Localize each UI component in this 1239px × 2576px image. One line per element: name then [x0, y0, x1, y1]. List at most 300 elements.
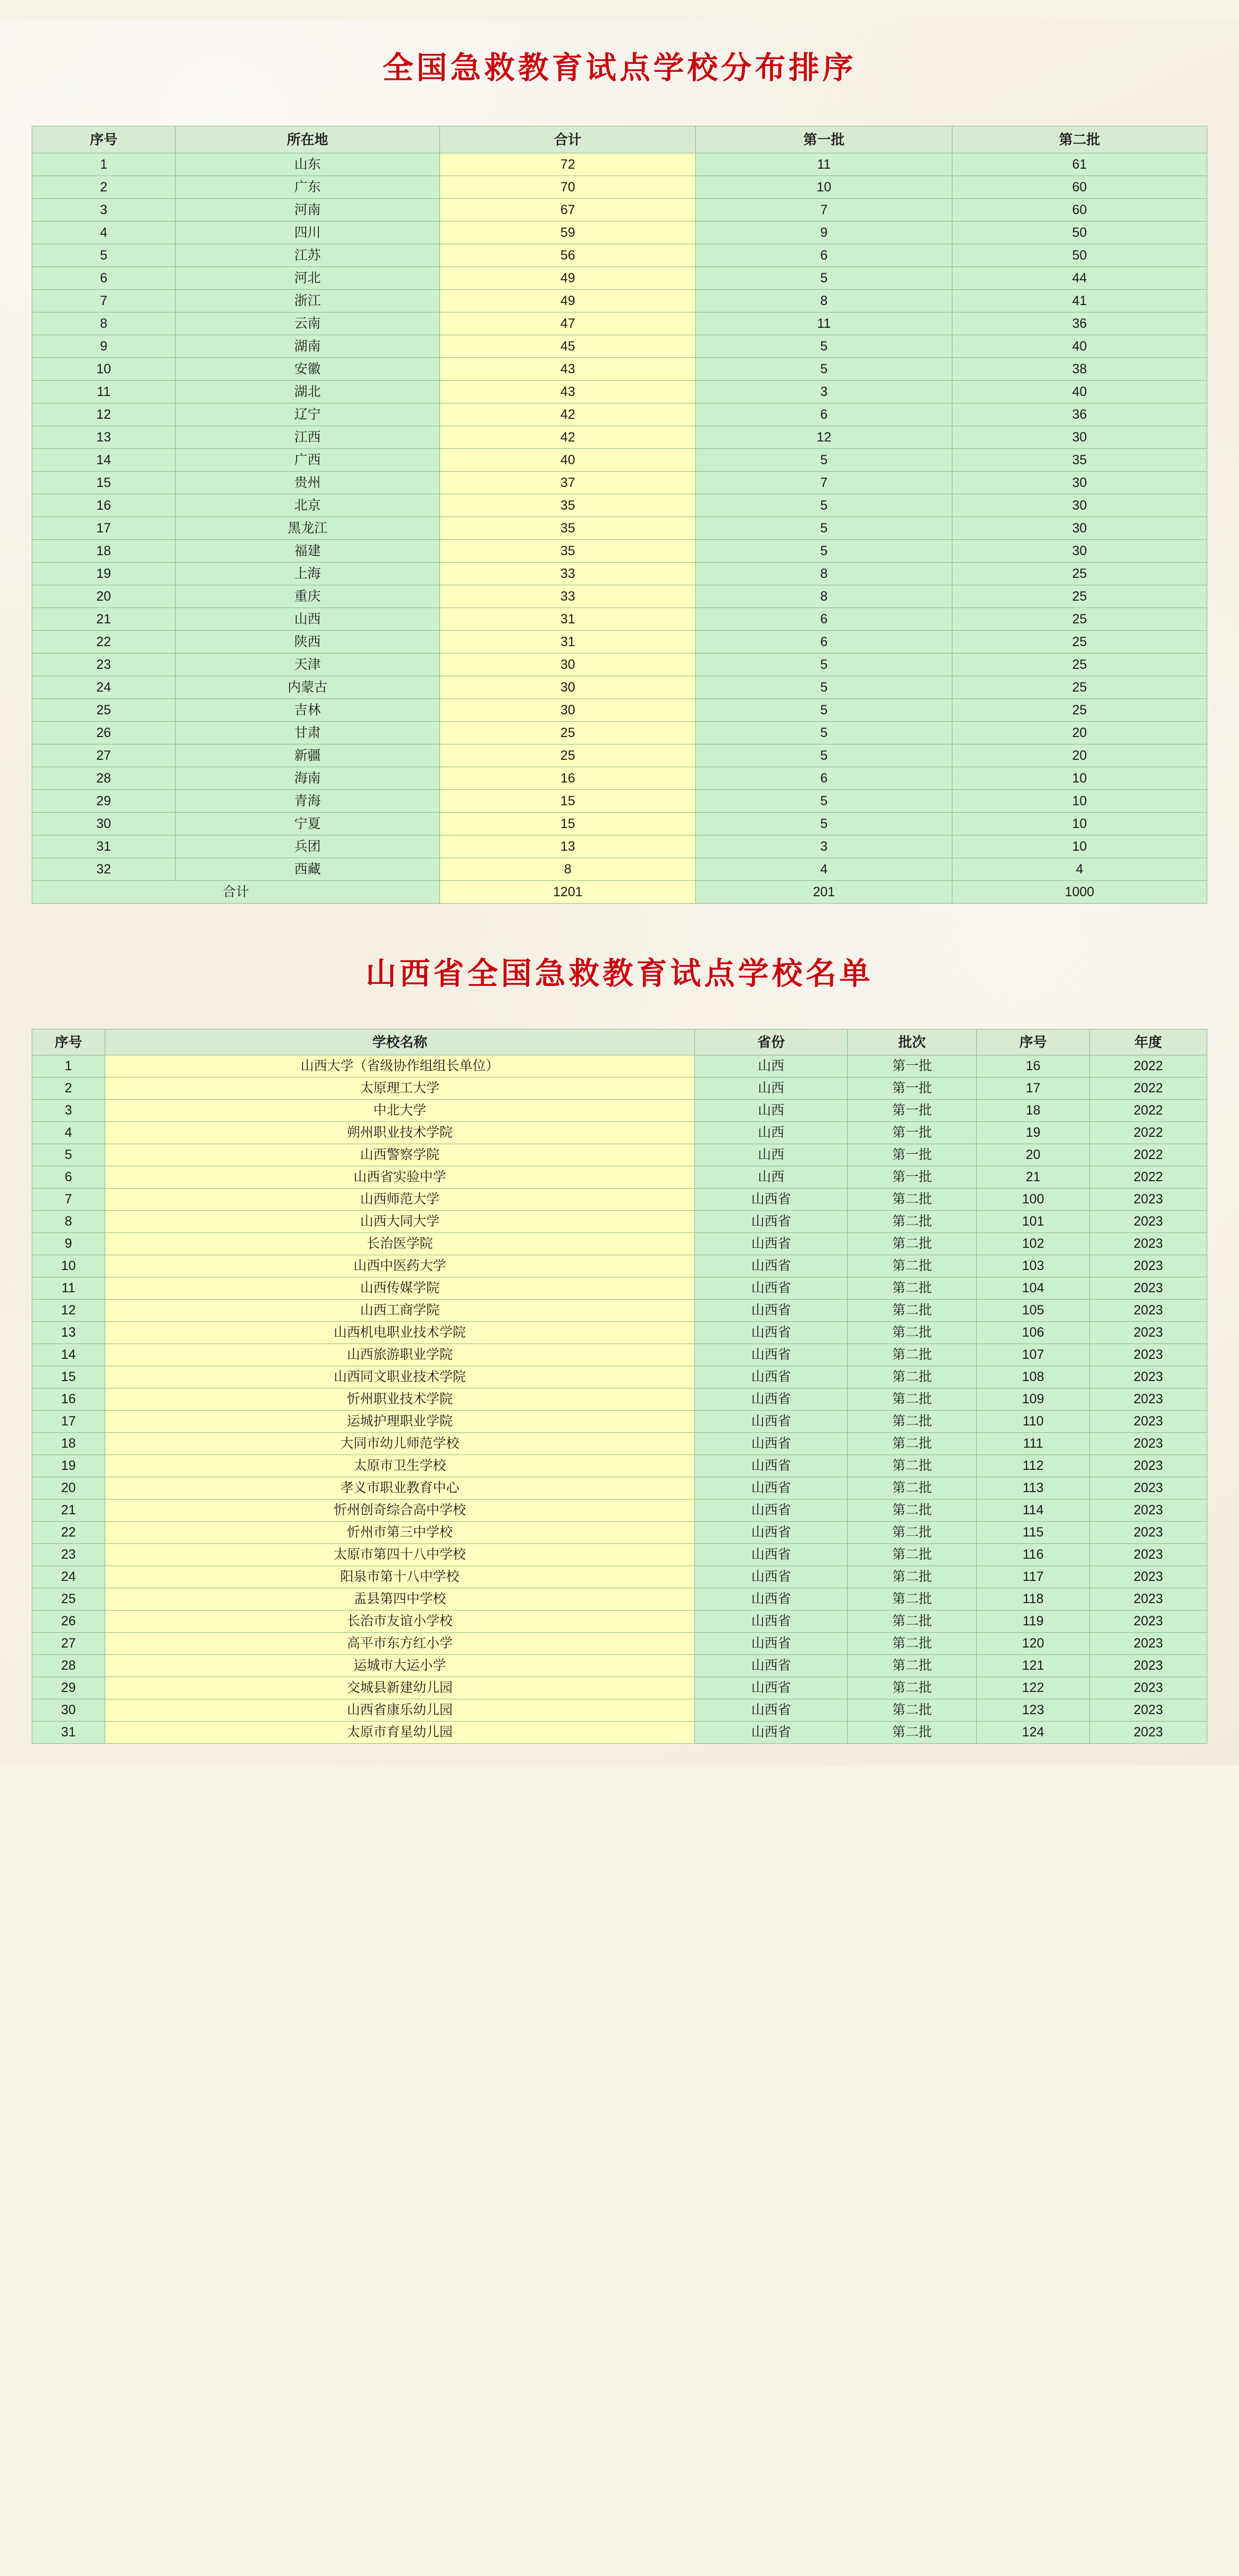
cell-region: 湖北 — [176, 380, 440, 403]
cell-batch: 第二批 — [848, 1655, 977, 1677]
cell-total: 35 — [440, 494, 696, 517]
cell-index: 14 — [32, 1344, 105, 1366]
cell-index: 27 — [32, 1633, 105, 1655]
cell-index: 14 — [32, 448, 176, 471]
cell-year: 2023 — [1089, 1677, 1207, 1699]
table-row — [32, 1211, 1207, 1233]
cell-province: 山西 — [695, 1122, 848, 1144]
cell-school-name: 山西大学（省级协作组组长单位） — [105, 1055, 694, 1078]
cell-index: 29 — [32, 1677, 105, 1699]
cell-seq: 113 — [977, 1477, 1089, 1499]
cell-seq: 19 — [977, 1122, 1089, 1144]
cell-batch1: 3 — [696, 835, 952, 858]
cell-batch1: 5 — [696, 744, 952, 767]
cell-province: 山西 — [695, 1055, 848, 1078]
cell-school-name: 山西省实验中学 — [105, 1166, 694, 1189]
cell-batch1: 5 — [696, 653, 952, 676]
cell-index: 3 — [32, 198, 176, 221]
cell-batch2: 10 — [952, 835, 1207, 858]
cell-province: 山西省 — [695, 1522, 848, 1544]
table-header-row — [32, 126, 1207, 153]
cell-year: 2023 — [1089, 1366, 1207, 1388]
table-row — [32, 585, 1207, 608]
cell-total: 33 — [440, 585, 696, 608]
cell-index: 30 — [32, 812, 176, 835]
table-row — [32, 1655, 1207, 1677]
table-row — [32, 1455, 1207, 1477]
cell-index: 16 — [32, 1388, 105, 1411]
cell-seq: 101 — [977, 1211, 1089, 1233]
cell-seq: 112 — [977, 1455, 1089, 1477]
cell-batch2: 30 — [952, 494, 1207, 517]
cell-total: 25 — [440, 721, 696, 744]
cell-year: 2023 — [1089, 1255, 1207, 1277]
cell-batch: 第二批 — [848, 1189, 977, 1211]
total-all: 1201 — [440, 880, 696, 903]
cell-batch1: 5 — [696, 676, 952, 698]
cell-index: 15 — [32, 471, 176, 494]
cell-total: 72 — [440, 153, 696, 176]
cell-total: 33 — [440, 562, 696, 585]
table-row — [32, 835, 1207, 858]
cell-index: 2 — [32, 176, 176, 198]
cell-seq: 106 — [977, 1322, 1089, 1344]
table-row — [32, 1544, 1207, 1566]
table-row — [32, 1588, 1207, 1611]
table-row — [32, 721, 1207, 744]
cell-school-name: 太原市卫生学校 — [105, 1455, 694, 1477]
cell-batch1: 6 — [696, 608, 952, 630]
cell-batch: 第二批 — [848, 1366, 977, 1388]
cell-index: 23 — [32, 1544, 105, 1566]
cell-school-name: 阳泉市第十八中学校 — [105, 1566, 694, 1588]
cell-index: 4 — [32, 1122, 105, 1144]
cell-school-name: 山西机电职业技术学院 — [105, 1322, 694, 1344]
cell-batch: 第二批 — [848, 1455, 977, 1477]
table-row — [32, 630, 1207, 653]
cell-batch1: 5 — [696, 266, 952, 289]
distribution-table — [32, 126, 1207, 904]
cell-batch: 第二批 — [848, 1699, 977, 1722]
cell-batch: 第二批 — [848, 1722, 977, 1744]
cell-year: 2023 — [1089, 1388, 1207, 1411]
cell-region: 山西 — [176, 608, 440, 630]
cell-year: 2023 — [1089, 1633, 1207, 1655]
cell-batch1: 11 — [696, 312, 952, 335]
cell-batch1: 8 — [696, 562, 952, 585]
table-row — [32, 539, 1207, 562]
cell-index: 10 — [32, 1255, 105, 1277]
cell-batch2: 40 — [952, 335, 1207, 357]
cell-batch: 第二批 — [848, 1611, 977, 1633]
cell-index: 3 — [32, 1100, 105, 1122]
cell-province: 山西省 — [695, 1388, 848, 1411]
cell-province: 山西省 — [695, 1699, 848, 1722]
cell-batch: 第一批 — [848, 1078, 977, 1100]
cell-batch2: 10 — [952, 812, 1207, 835]
cell-batch2: 36 — [952, 403, 1207, 426]
cell-school-name: 运城护理职业学院 — [105, 1411, 694, 1433]
table-row — [32, 1255, 1207, 1277]
cell-batch2: 35 — [952, 448, 1207, 471]
cell-index: 1 — [32, 1055, 105, 1078]
table-row — [32, 562, 1207, 585]
table-row — [32, 1499, 1207, 1522]
cell-index: 20 — [32, 585, 176, 608]
cell-batch2: 36 — [952, 312, 1207, 335]
table-row — [32, 1055, 1207, 1078]
cell-school-name: 太原市育星幼儿园 — [105, 1722, 694, 1744]
cell-province: 山西 — [695, 1100, 848, 1122]
cell-year: 2023 — [1089, 1544, 1207, 1566]
cell-index: 12 — [32, 1300, 105, 1322]
page-title-shanxi-list: 山西省全国急救教育试点学校名单 — [365, 955, 874, 991]
cell-region: 四川 — [176, 221, 440, 244]
cell-index: 17 — [32, 1411, 105, 1433]
table-row — [32, 653, 1207, 676]
shanxi-school-table — [32, 1029, 1207, 1744]
cell-seq: 17 — [977, 1078, 1089, 1100]
cell-total: 40 — [440, 448, 696, 471]
cell-province: 山西省 — [695, 1433, 848, 1455]
cell-total: 70 — [440, 176, 696, 198]
cell-school-name: 山西传媒学院 — [105, 1277, 694, 1300]
cell-batch2: 25 — [952, 698, 1207, 721]
cell-index: 18 — [32, 1433, 105, 1455]
cell-index: 32 — [32, 858, 176, 880]
cell-batch1: 5 — [696, 721, 952, 744]
cell-batch2: 30 — [952, 517, 1207, 539]
cell-school-name: 运城市大运小学 — [105, 1655, 694, 1677]
cell-total: 43 — [440, 357, 696, 380]
cell-year: 2022 — [1089, 1166, 1207, 1189]
cell-batch1: 6 — [696, 244, 952, 266]
cell-index: 25 — [32, 698, 176, 721]
cell-school-name: 山西同文职业技术学院 — [105, 1366, 694, 1388]
cell-year: 2022 — [1089, 1078, 1207, 1100]
table-row — [32, 1433, 1207, 1455]
cell-region: 内蒙古 — [176, 676, 440, 698]
cell-region: 福建 — [176, 539, 440, 562]
table-row — [32, 426, 1207, 448]
cell-year: 2023 — [1089, 1433, 1207, 1455]
cell-year: 2023 — [1089, 1211, 1207, 1233]
cell-batch2: 38 — [952, 357, 1207, 380]
cell-year: 2023 — [1089, 1455, 1207, 1477]
cell-index: 30 — [32, 1699, 105, 1722]
cell-seq: 107 — [977, 1344, 1089, 1366]
cell-index: 28 — [32, 767, 176, 789]
cell-year: 2022 — [1089, 1100, 1207, 1122]
cell-batch2: 25 — [952, 676, 1207, 698]
column-header-batch: 批次 — [848, 1029, 977, 1055]
cell-batch2: 44 — [952, 266, 1207, 289]
cell-batch1: 7 — [696, 198, 952, 221]
cell-province: 山西省 — [695, 1300, 848, 1322]
cell-seq: 116 — [977, 1544, 1089, 1566]
cell-index: 2 — [32, 1078, 105, 1100]
cell-batch: 第二批 — [848, 1544, 977, 1566]
cell-total: 56 — [440, 244, 696, 266]
cell-batch: 第一批 — [848, 1055, 977, 1078]
cell-batch: 第二批 — [848, 1388, 977, 1411]
cell-batch: 第二批 — [848, 1255, 977, 1277]
cell-index: 7 — [32, 289, 176, 312]
cell-total: 67 — [440, 198, 696, 221]
cell-index: 9 — [32, 1233, 105, 1255]
cell-batch2: 30 — [952, 471, 1207, 494]
cell-region: 河北 — [176, 266, 440, 289]
cell-region: 安徽 — [176, 357, 440, 380]
cell-total: 30 — [440, 698, 696, 721]
cell-province: 山西省 — [695, 1344, 848, 1366]
cell-year: 2023 — [1089, 1722, 1207, 1744]
cell-seq: 124 — [977, 1722, 1089, 1744]
cell-school-name: 山西师范大学 — [105, 1189, 694, 1211]
cell-region: 湖南 — [176, 335, 440, 357]
cell-index: 21 — [32, 608, 176, 630]
cell-seq: 114 — [977, 1499, 1089, 1522]
cell-region: 黑龙江 — [176, 517, 440, 539]
table-row — [32, 403, 1207, 426]
cell-region: 河南 — [176, 198, 440, 221]
cell-year: 2022 — [1089, 1122, 1207, 1144]
cell-seq: 117 — [977, 1566, 1089, 1588]
cell-school-name: 盂县第四中学校 — [105, 1588, 694, 1611]
cell-total: 47 — [440, 312, 696, 335]
cell-batch: 第二批 — [848, 1233, 977, 1255]
cell-total: 35 — [440, 517, 696, 539]
cell-school-name: 山西中医药大学 — [105, 1255, 694, 1277]
cell-seq: 115 — [977, 1522, 1089, 1544]
cell-seq: 123 — [977, 1699, 1089, 1722]
cell-province: 山西省 — [695, 1233, 848, 1255]
cell-year: 2023 — [1089, 1655, 1207, 1677]
cell-school-name: 长治医学院 — [105, 1233, 694, 1255]
total-batch1: 201 — [696, 880, 952, 903]
cell-province: 山西省 — [695, 1677, 848, 1699]
table-row — [32, 1078, 1207, 1100]
cell-seq: 122 — [977, 1677, 1089, 1699]
cell-batch: 第二批 — [848, 1411, 977, 1433]
cell-province: 山西 — [695, 1144, 848, 1166]
cell-index: 24 — [32, 1566, 105, 1588]
cell-total: 59 — [440, 221, 696, 244]
cell-index: 25 — [32, 1588, 105, 1611]
cell-province: 山西省 — [695, 1588, 848, 1611]
cell-region: 陕西 — [176, 630, 440, 653]
table-row — [32, 812, 1207, 835]
cell-batch: 第二批 — [848, 1477, 977, 1499]
cell-batch: 第二批 — [848, 1277, 977, 1300]
cell-seq: 105 — [977, 1300, 1089, 1322]
table-row — [32, 221, 1207, 244]
cell-region: 新疆 — [176, 744, 440, 767]
cell-batch: 第二批 — [848, 1499, 977, 1522]
cell-index: 28 — [32, 1655, 105, 1677]
cell-school-name: 中北大学 — [105, 1100, 694, 1122]
cell-year: 2022 — [1089, 1055, 1207, 1078]
column-header-batch2: 第二批 — [952, 126, 1207, 153]
cell-region: 贵州 — [176, 471, 440, 494]
cell-region: 海南 — [176, 767, 440, 789]
cell-batch2: 30 — [952, 539, 1207, 562]
column-header-index: 序号 — [32, 126, 176, 153]
cell-batch2: 25 — [952, 653, 1207, 676]
cell-year: 2023 — [1089, 1499, 1207, 1522]
table-row — [32, 1477, 1207, 1499]
cell-batch1: 9 — [696, 221, 952, 244]
cell-year: 2023 — [1089, 1699, 1207, 1722]
cell-batch1: 10 — [696, 176, 952, 198]
cell-batch: 第一批 — [848, 1122, 977, 1144]
cell-school-name: 大同市幼儿师范学校 — [105, 1433, 694, 1455]
table-row — [32, 266, 1207, 289]
table-row — [32, 1566, 1207, 1588]
cell-province: 山西 — [695, 1166, 848, 1189]
table-row — [32, 698, 1207, 721]
cell-region: 辽宁 — [176, 403, 440, 426]
cell-total: 15 — [440, 789, 696, 812]
cell-index: 4 — [32, 221, 176, 244]
table-row — [32, 176, 1207, 198]
table-row — [32, 858, 1207, 880]
cell-school-name: 山西省康乐幼儿园 — [105, 1699, 694, 1722]
table-row — [32, 1411, 1207, 1433]
cell-index: 7 — [32, 1189, 105, 1211]
cell-batch2: 60 — [952, 198, 1207, 221]
table-row — [32, 676, 1207, 698]
cell-province: 山西省 — [695, 1477, 848, 1499]
cell-index: 17 — [32, 517, 176, 539]
cell-total: 31 — [440, 630, 696, 653]
cell-index: 26 — [32, 1611, 105, 1633]
column-header-region: 所在地 — [176, 126, 440, 153]
cell-seq: 119 — [977, 1611, 1089, 1633]
cell-batch1: 7 — [696, 471, 952, 494]
cell-batch: 第二批 — [848, 1322, 977, 1344]
table-total-row — [32, 880, 1207, 903]
cell-batch1: 5 — [696, 494, 952, 517]
column-header-batch1: 第一批 — [696, 126, 952, 153]
cell-batch: 第二批 — [848, 1211, 977, 1233]
cell-province: 山西省 — [695, 1499, 848, 1522]
cell-batch: 第一批 — [848, 1144, 977, 1166]
table-row — [32, 289, 1207, 312]
cell-region: 广西 — [176, 448, 440, 471]
cell-index: 19 — [32, 562, 176, 585]
cell-region: 西藏 — [176, 858, 440, 880]
cell-index: 13 — [32, 426, 176, 448]
table-row — [32, 357, 1207, 380]
cell-year: 2023 — [1089, 1588, 1207, 1611]
table-row — [32, 744, 1207, 767]
cell-year: 2023 — [1089, 1189, 1207, 1211]
cell-region: 宁夏 — [176, 812, 440, 835]
cell-index: 22 — [32, 1522, 105, 1544]
cell-total: 8 — [440, 858, 696, 880]
cell-batch1: 12 — [696, 426, 952, 448]
cell-school-name: 太原理工大学 — [105, 1078, 694, 1100]
cell-province: 山西省 — [695, 1211, 848, 1233]
cell-total: 13 — [440, 835, 696, 858]
cell-index: 1 — [32, 153, 176, 176]
cell-batch: 第二批 — [848, 1566, 977, 1588]
table-row — [32, 517, 1207, 539]
table-row — [32, 1189, 1207, 1211]
table-row — [32, 1144, 1207, 1166]
cell-total: 35 — [440, 539, 696, 562]
cell-seq: 21 — [977, 1166, 1089, 1189]
cell-region: 江苏 — [176, 244, 440, 266]
cell-seq: 103 — [977, 1255, 1089, 1277]
cell-seq: 110 — [977, 1411, 1089, 1433]
table-row — [32, 1699, 1207, 1722]
cell-province: 山西省 — [695, 1655, 848, 1677]
cell-index: 9 — [32, 335, 176, 357]
cell-index: 16 — [32, 494, 176, 517]
table-row — [32, 1611, 1207, 1633]
document-page — [0, 21, 1239, 1765]
cell-index: 31 — [32, 1722, 105, 1744]
cell-province: 山西省 — [695, 1722, 848, 1744]
cell-index: 13 — [32, 1322, 105, 1344]
cell-total: 30 — [440, 653, 696, 676]
table-row — [32, 244, 1207, 266]
table-row — [32, 1100, 1207, 1122]
cell-index: 5 — [32, 244, 176, 266]
cell-batch2: 50 — [952, 221, 1207, 244]
cell-batch: 第二批 — [848, 1588, 977, 1611]
cell-region: 甘肃 — [176, 721, 440, 744]
cell-index: 20 — [32, 1477, 105, 1499]
cell-batch2: 25 — [952, 608, 1207, 630]
cell-batch2: 50 — [952, 244, 1207, 266]
cell-batch: 第二批 — [848, 1433, 977, 1455]
cell-batch1: 6 — [696, 630, 952, 653]
cell-region: 浙江 — [176, 289, 440, 312]
cell-batch2: 41 — [952, 289, 1207, 312]
cell-index: 6 — [32, 1166, 105, 1189]
table-row — [32, 1322, 1207, 1344]
cell-year: 2023 — [1089, 1344, 1207, 1366]
cell-seq: 104 — [977, 1277, 1089, 1300]
cell-region: 天津 — [176, 653, 440, 676]
cell-total: 37 — [440, 471, 696, 494]
cell-school-name: 山西大同大学 — [105, 1211, 694, 1233]
table-header-row — [32, 1029, 1207, 1055]
cell-year: 2022 — [1089, 1144, 1207, 1166]
table-row — [32, 608, 1207, 630]
cell-batch: 第二批 — [848, 1633, 977, 1655]
cell-total: 45 — [440, 335, 696, 357]
table-row — [32, 1677, 1207, 1699]
page-title-distribution: 全国急救教育试点学校分布排序 — [382, 49, 857, 86]
cell-total: 42 — [440, 426, 696, 448]
cell-batch1: 11 — [696, 153, 952, 176]
cell-index: 19 — [32, 1455, 105, 1477]
cell-year: 2023 — [1089, 1477, 1207, 1499]
cell-batch2: 25 — [952, 562, 1207, 585]
cell-batch1: 5 — [696, 539, 952, 562]
column-header-total: 合计 — [440, 126, 696, 153]
cell-region: 广东 — [176, 176, 440, 198]
cell-index: 21 — [32, 1499, 105, 1522]
cell-index: 23 — [32, 653, 176, 676]
cell-region: 青海 — [176, 789, 440, 812]
cell-batch1: 6 — [696, 767, 952, 789]
cell-province: 山西省 — [695, 1566, 848, 1588]
